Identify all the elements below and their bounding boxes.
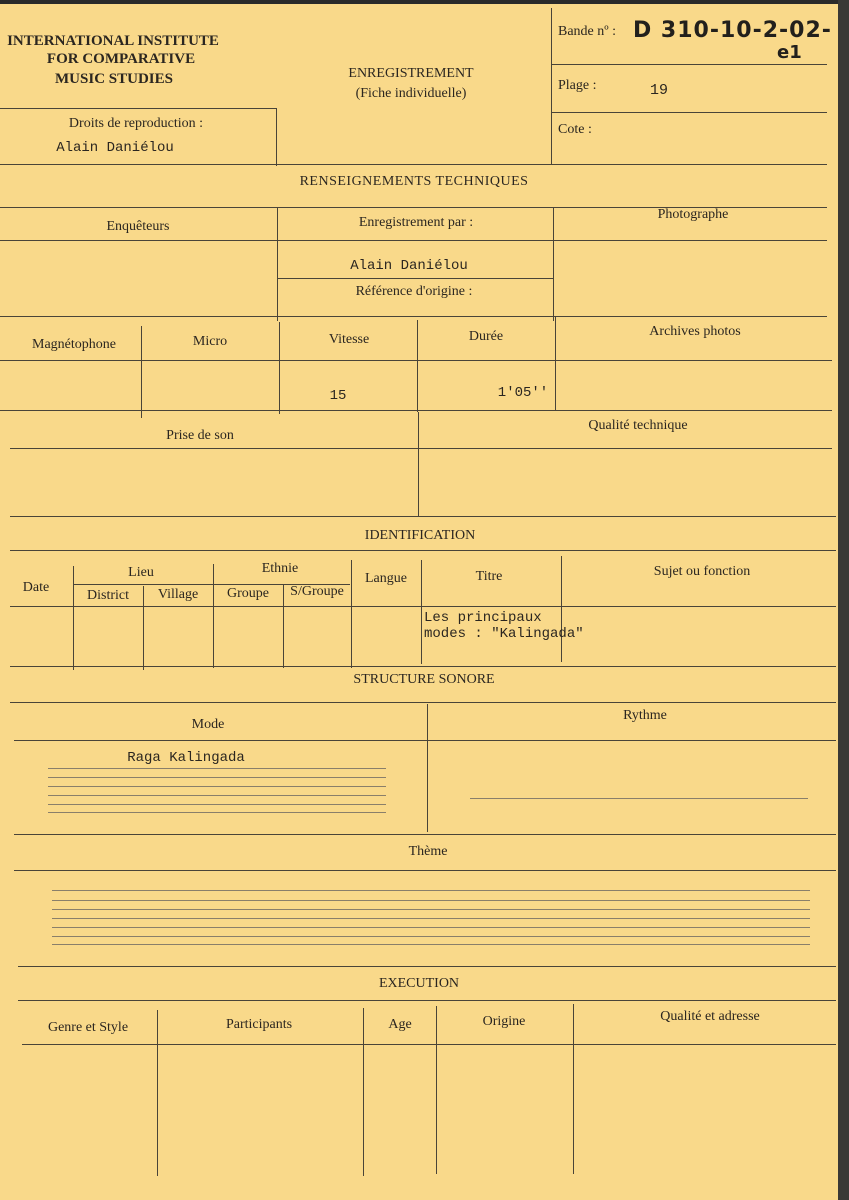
divider <box>157 1010 158 1176</box>
bande-value-suffix: e1 <box>777 42 802 63</box>
titre-value-line-1: Les principaux <box>424 610 542 626</box>
mode-label: Mode <box>191 717 225 732</box>
sujet-label: Sujet ou fonction <box>653 564 751 579</box>
divider <box>277 207 278 321</box>
divider <box>10 448 832 449</box>
lieu-label: Lieu <box>128 565 154 580</box>
divider <box>363 1008 364 1176</box>
enqueteurs-label: Enquêteurs <box>106 219 170 234</box>
qualite-adresse-label: Qualité et adresse <box>660 1009 760 1024</box>
divider <box>561 556 562 662</box>
rule-line <box>48 768 386 769</box>
divider <box>0 316 827 317</box>
ethnie-label: Ethnie <box>261 561 299 576</box>
divider <box>10 516 836 517</box>
divider <box>0 240 827 241</box>
cote-label: Cote : <box>558 122 592 137</box>
record-card <box>0 4 838 1200</box>
divider <box>573 1004 574 1174</box>
divider <box>417 320 418 412</box>
droits-label: Droits de reproduction : <box>68 116 204 131</box>
enregistrement-value: Alain Daniélou <box>350 258 468 274</box>
divider <box>278 278 553 279</box>
rule-line <box>48 795 386 796</box>
divider <box>14 740 836 741</box>
reference-label: Référence d'origine : <box>355 284 473 299</box>
droits-value: Alain Daniélou <box>56 140 174 156</box>
divider <box>551 112 827 113</box>
rule-line <box>48 812 386 813</box>
divider <box>551 64 827 65</box>
divider <box>18 1000 836 1001</box>
divider <box>10 666 836 667</box>
groupe-label: Groupe <box>227 586 269 601</box>
magnetophone-label: Magnétophone <box>32 337 116 352</box>
prise-label: Prise de son <box>166 428 234 443</box>
divider <box>10 550 836 551</box>
divider <box>555 316 556 410</box>
section-identification: IDENTIFICATION <box>364 528 476 543</box>
divider <box>141 326 142 418</box>
section-execution: EXECUTION <box>378 976 460 991</box>
divider <box>421 560 422 664</box>
origine-label: Origine <box>482 1014 526 1029</box>
divider <box>551 8 552 164</box>
section-structure: STRUCTURE SONORE <box>353 672 495 687</box>
divider <box>283 584 284 668</box>
divider <box>0 108 276 109</box>
date-label: Date <box>22 580 50 595</box>
divider <box>22 1044 836 1045</box>
scan-edge <box>838 0 849 1200</box>
institute-line-1: INTERNATIONAL INSTITUTE <box>7 33 219 49</box>
divider <box>143 586 144 670</box>
divider <box>213 564 214 668</box>
divider <box>279 322 280 414</box>
rule-line <box>52 909 810 910</box>
rule-line <box>52 944 810 945</box>
rule-line <box>52 900 810 901</box>
rule-line <box>48 804 386 805</box>
theme-label: Thème <box>408 844 448 859</box>
vitesse-label: Vitesse <box>328 332 370 347</box>
divider <box>10 702 836 703</box>
divider <box>276 108 277 166</box>
divider <box>18 966 836 967</box>
divider <box>427 704 428 832</box>
duree-value: 1'05'' <box>497 385 549 401</box>
langue-label: Langue <box>365 571 407 586</box>
divider <box>418 412 419 516</box>
rythme-label: Rythme <box>623 708 667 723</box>
divider <box>0 410 832 411</box>
divider <box>0 360 832 361</box>
divider <box>351 560 352 668</box>
section-technical: RENSEIGNEMENTS TECHNIQUES <box>299 174 529 189</box>
vitesse-value: 15 <box>329 388 347 404</box>
rule-line <box>52 918 810 919</box>
rule-line <box>52 890 810 891</box>
plage-label: Plage : <box>558 78 597 93</box>
rule-line <box>52 927 810 928</box>
institute-line-3: MUSIC STUDIES <box>55 71 173 87</box>
divider <box>0 164 827 165</box>
titre-label: Titre <box>475 569 503 584</box>
micro-label: Micro <box>192 334 228 349</box>
bande-label: Bande nº : <box>558 24 616 39</box>
titre-value-line-2: modes : "Kalingada" <box>424 626 584 642</box>
duree-label: Durée <box>468 329 504 344</box>
divider <box>14 870 836 871</box>
form-subtitle: (Fiche individuelle) <box>355 86 467 101</box>
participants-label: Participants <box>225 1017 293 1032</box>
divider <box>553 207 554 321</box>
photographe-label: Photographe <box>657 207 729 222</box>
divider <box>73 566 74 670</box>
qualite-technique-label: Qualité technique <box>588 418 688 433</box>
rule-line <box>48 786 386 787</box>
bande-value: D 310-10-2-02- <box>633 18 832 43</box>
divider <box>14 834 836 835</box>
genre-label: Genre et Style <box>47 1020 129 1035</box>
rule-line <box>52 936 810 937</box>
age-label: Age <box>388 1017 412 1032</box>
plage-value: 19 <box>650 82 669 99</box>
district-label: District <box>87 588 129 603</box>
rule-line <box>470 798 808 799</box>
divider <box>10 606 836 607</box>
rule-line <box>48 777 386 778</box>
sgroupe-label: S/Groupe <box>290 584 344 599</box>
village-label: Village <box>157 587 199 602</box>
institute-line-2: FOR COMPARATIVE <box>46 51 196 67</box>
divider <box>436 1006 437 1174</box>
enregistrement-label: Enregistrement par : <box>358 215 474 230</box>
archives-label: Archives photos <box>649 324 741 339</box>
form-title: ENREGISTREMENT <box>348 66 474 81</box>
mode-value: Raga Kalingada <box>127 750 245 766</box>
